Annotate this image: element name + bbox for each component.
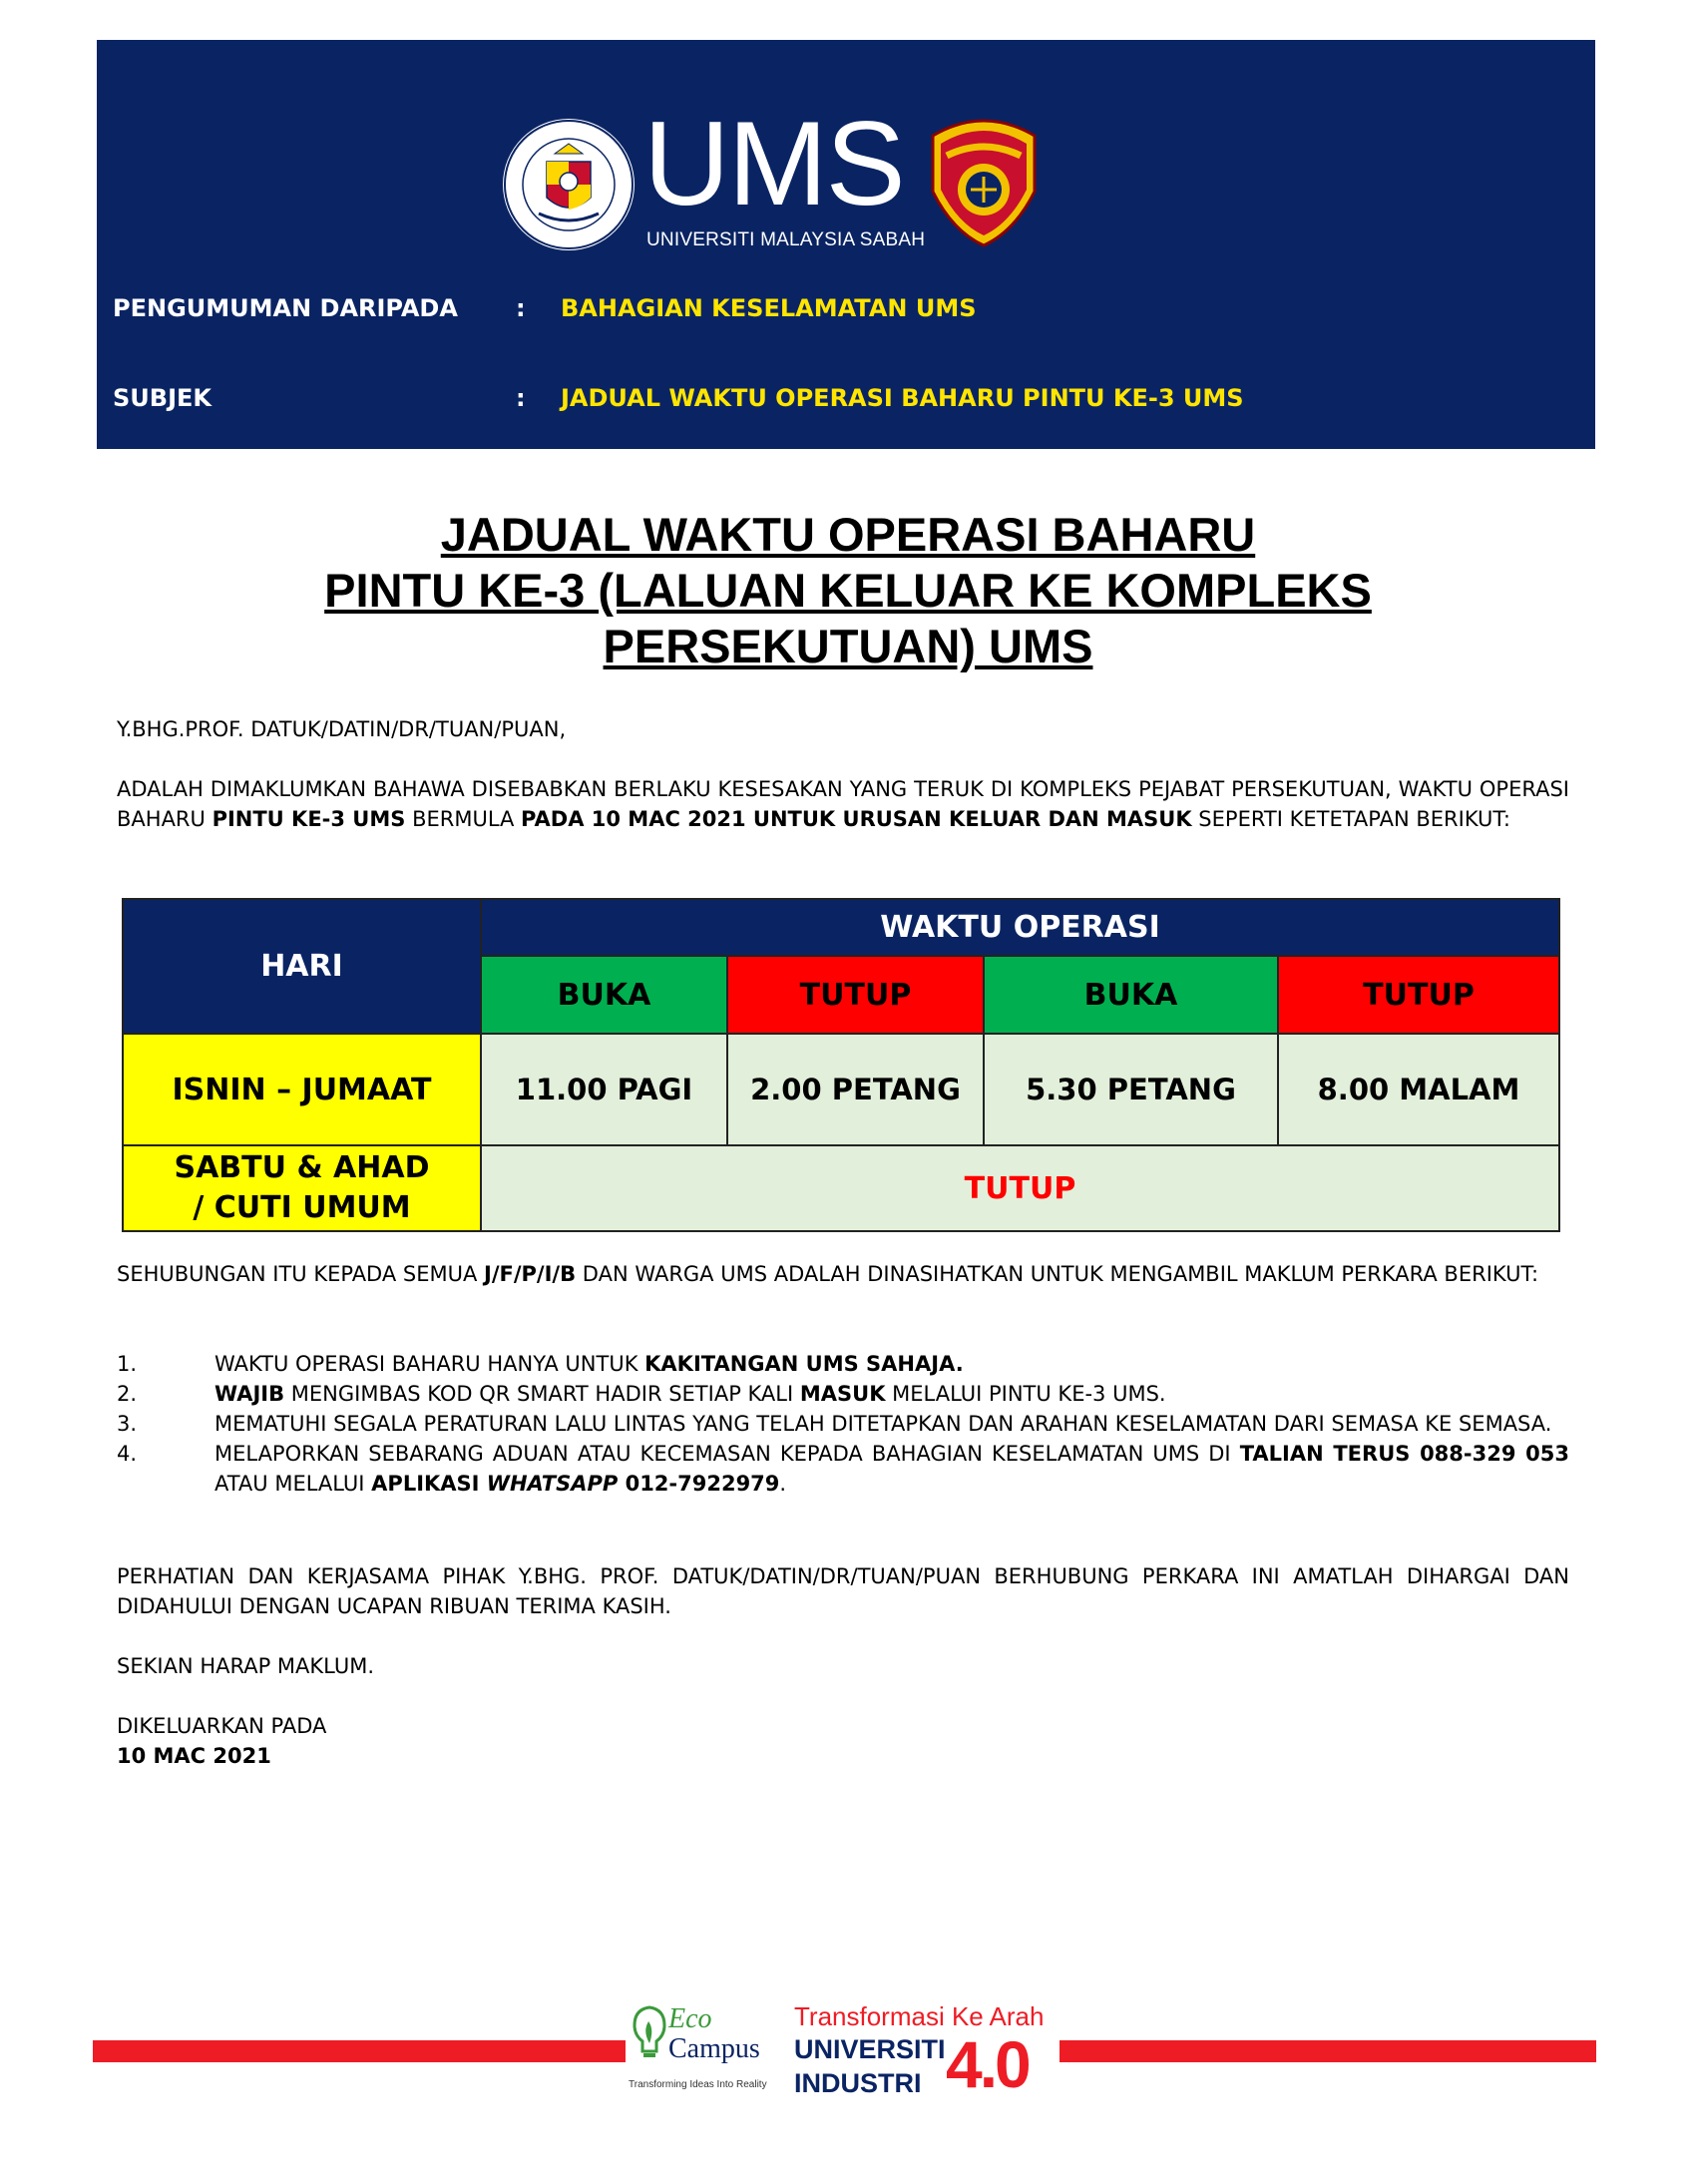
list-item — [117, 1439, 1569, 1499]
four-point-zero: 4.0 — [946, 2027, 1029, 2101]
weekday-open-1: 11.00 PAGI — [481, 1034, 727, 1145]
ums-subtitle: UNIVERSITI MALAYSIA SABAH — [646, 229, 926, 250]
industri-text: INDUSTRI — [794, 2068, 922, 2098]
weekend-label — [123, 1145, 481, 1231]
intro-paragraph — [117, 774, 1569, 834]
operating-hours-table — [122, 898, 1560, 1232]
intro-bold-1: PINTU KE-3 UMS — [212, 807, 406, 831]
header-banner — [97, 40, 1595, 449]
weekday-close-2: 8.00 MALAM — [1278, 1034, 1559, 1145]
list-item — [117, 1379, 1569, 1409]
title-line-1: JADUAL WAKTU OPERASI BAHARU — [440, 508, 1256, 561]
advice-text-2: DAN WARGA UMS ADALAH DINASIHATKAN UNTUK MENGAMBIL MAKLUM PERKARA BERIKUT: — [576, 1262, 1539, 1286]
list-number: 4. — [117, 1442, 138, 1466]
subject-value: JADUAL WAKTU OPERASI BAHARU PINTU KE-3 UMS — [561, 384, 1244, 412]
universiti-text: UNIVERSITI — [794, 2034, 946, 2064]
from-colon: : — [516, 294, 526, 322]
operating-hours-header: WAKTU OPERASI — [481, 899, 1559, 956]
col-close-2: TUTUP — [1278, 956, 1559, 1034]
campus-text: Campus — [668, 2033, 760, 2064]
advice-text-1: SEHUBUNGAN ITU KEPADA SEMUA — [117, 1262, 485, 1286]
issued-date: 10 MAC 2021 — [117, 1744, 271, 1768]
from-value: BAHAGIAN KESELAMATAN UMS — [561, 294, 977, 322]
university-crest-logo — [499, 110, 638, 259]
list-text: WAKTU OPERASI BAHARU HANYA UNTUK — [214, 1352, 645, 1376]
document-title — [0, 507, 1696, 674]
auxiliary-police-badge — [925, 110, 1043, 247]
intro-bold-2: PADA 10 MAC 2021 UNTUK URUSAN KELUAR DAN MASUK — [521, 807, 1192, 831]
salutation: Y.BHG.PROF. DATUK/DATIN/DR/TUAN/PUAN, — [117, 717, 567, 741]
transformasi-text: Transformasi Ke Arah — [794, 2001, 1045, 2031]
subject-colon: : — [516, 384, 526, 412]
list-text: MEMATUHI SEGALA PERATURAN LALU LINTAS YANG TELAH DITETAPKAN DAN ARAHAN KESELAMATAN DARI SEMASA KE SEMASA. — [214, 1412, 1552, 1436]
list-item — [117, 1349, 1569, 1379]
advice-bold: J/F/P/I/B — [484, 1262, 577, 1286]
col-open-2: BUKA — [984, 956, 1278, 1034]
hotline-number: TALIAN TERUS 088-329 053 — [1239, 1442, 1569, 1466]
weekend-label-line-1: SABTU & AHAD — [174, 1150, 430, 1185]
sekian-text: SEKIAN HARAP MAKLUM. — [117, 1654, 374, 1678]
footer-red-line-left — [93, 2040, 626, 2062]
list-number: 2. — [117, 1382, 138, 1406]
list-item — [117, 1409, 1569, 1439]
weekend-label-line-2: / CUTI UMUM — [193, 1190, 411, 1225]
list-bold: WAJIB — [214, 1382, 285, 1406]
weekend-status: TUTUP — [481, 1145, 1559, 1231]
intro-text-1: ADALAH DIMAKLUMKAN BAHAWA DISEBABKAN BERLAKU KESESAKAN YANG TERUK DI KOMPLEKS PEJABAT PERSEKUTUAN, WAKTU OPERASI BAHARU — [117, 777, 1569, 831]
from-label: PENGUMUMAN DARIPADA — [113, 294, 458, 322]
issued-label: DIKELUARKAN PADA — [117, 1714, 327, 1738]
instruction-list — [117, 1349, 1569, 1499]
list-number: 1. — [117, 1352, 138, 1376]
list-text: MENGIMBAS KOD QR SMART HADIR SETIAP KALI — [284, 1382, 800, 1406]
list-text: MELAPORKAN SEBARANG ADUAN ATAU KECEMASAN KEPADA BAHAGIAN KESELAMATAN UMS DI — [214, 1442, 1240, 1466]
intro-text-3: SEPERTI KETETAPAN BERIKUT: — [1191, 807, 1510, 831]
subject-label: SUBJEK — [113, 384, 212, 412]
closing-paragraph: PERHATIAN DAN KERJASAMA PIHAK Y.BHG. PROF. DATUK/DATIN/DR/TUAN/PUAN BERHUBUNG PERKARA INI AMATLAH DIHARGAI DAN DIDAHULUI DENGAN UCAPAN RIBUAN TERIMA KASIH. — [117, 1564, 1569, 1618]
weekday-label: ISNIN – JUMAAT — [123, 1034, 481, 1145]
list-bold: KAKITANGAN UMS SAHAJA. — [644, 1352, 964, 1376]
whatsapp-number: 012-7922979 — [618, 1472, 780, 1496]
universiti-industri-logo — [794, 2001, 1044, 2112]
whatsapp-label: WHATSAPP — [486, 1472, 619, 1496]
col-close-1: TUTUP — [727, 956, 984, 1034]
list-bold: APLIKASI — [371, 1472, 487, 1496]
title-line-3: PERSEKUTUAN) UMS — [603, 620, 1093, 672]
list-number: 3. — [117, 1412, 138, 1436]
weekday-close-1: 2.00 PETANG — [727, 1034, 984, 1145]
day-header: HARI — [123, 899, 481, 1034]
intro-text-2: BERMULA — [405, 807, 522, 831]
list-text: . — [779, 1472, 787, 1496]
col-open-1: BUKA — [481, 956, 727, 1034]
title-line-2: PINTU KE-3 (LALUAN KELUAR KE KOMPLEKS — [324, 564, 1372, 617]
advice-paragraph — [117, 1259, 1569, 1289]
ums-wordmark: UMS — [643, 97, 904, 230]
list-text: ATAU MELALUI — [214, 1472, 372, 1496]
footer-red-line-right — [1060, 2040, 1596, 2062]
list-text: MELALUI PINTU KE-3 UMS. — [885, 1382, 1166, 1406]
eco-campus-logo — [629, 2003, 788, 2113]
weekday-open-2: 5.30 PETANG — [984, 1034, 1278, 1145]
eco-tagline: Transforming Ideas Into Reality — [629, 2079, 767, 2090]
list-bold: MASUK — [799, 1382, 886, 1406]
eco-text: Eco — [668, 2003, 712, 2034]
lightbulb-icon — [629, 2003, 670, 2063]
